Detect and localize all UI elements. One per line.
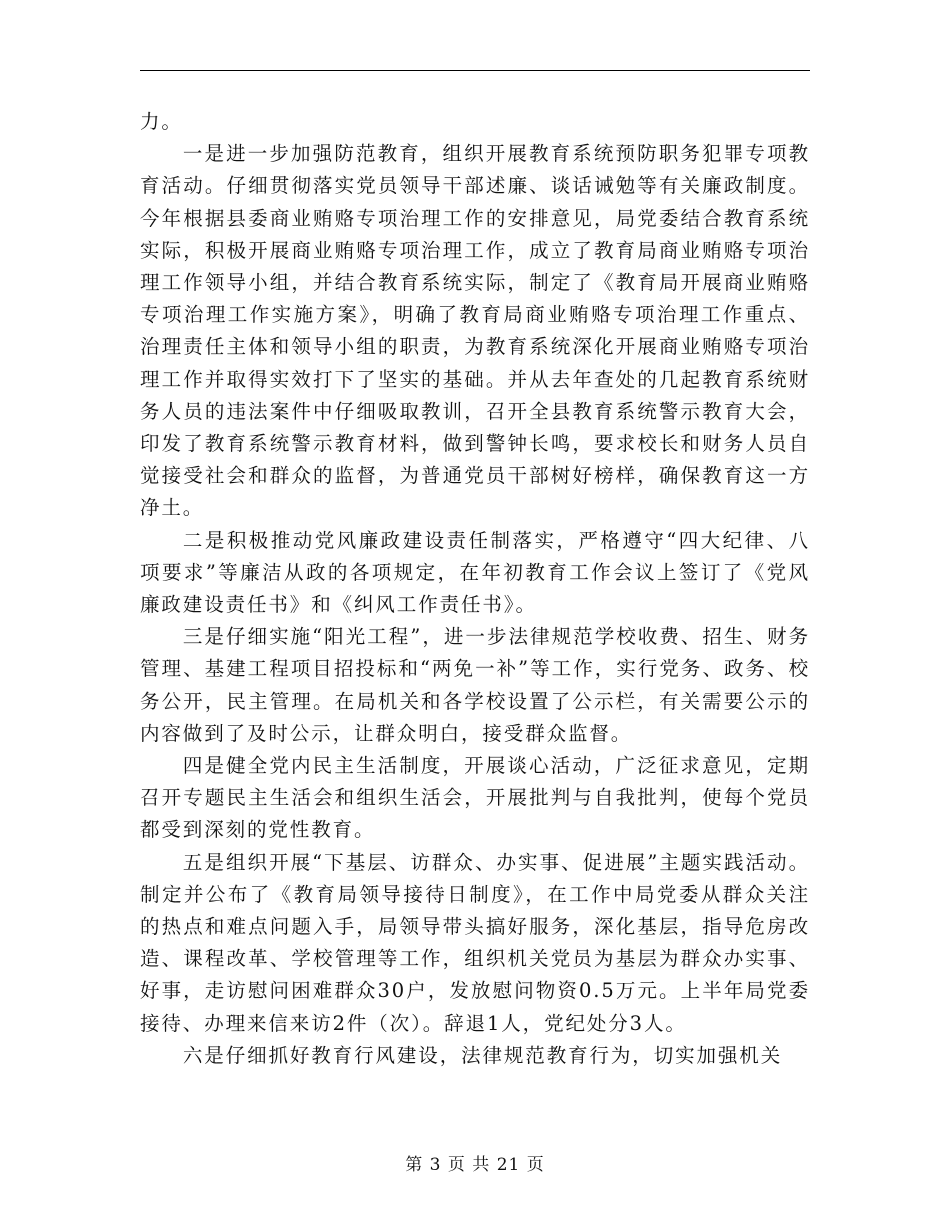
paragraph-point-1: 一是进一步加强防范教育，组织开展教育系统预防职务犯罪专项教育活动。仔细贯彻落实党员领导干部述廉、谈话诫勉等有关廉政制度。今年根据县委商业贿赂专项治理工作的安排意见，局党委结合教育系统实际，积极开展商业贿赂专项治理工作，成立了教育局商业贿赂专项治理工作领导小组，并结合教育系统实际，制定了《教育局开展商业贿赂专项治理工作实施方案》，明确了教育局商业贿赂专项治理工作重点、治理责任主体和领导小组的职责，为教育系统深化开展商业贿赂专项治理工作并取得实效打下了坚实的基础。并从去年查处的几起教育系统财务人员的违法案件中仔细吸取教训，召开全县教育系统警示教育大会，印发了教育系统警示教育材料，做到警钟长鸣，要求校长和财务人员自觉接受社会和群众的监督，为普通党员干部树好榜样，确保教育这一方净土。: [140, 142, 810, 520]
paragraph-point-5: 五是组织开展“下基层、访群众、办实事、促进展”主题实践活动。制定并公布了《教育局领导接待日制度》，在工作中局党委从群众关注的热点和难点问题入手，局领导带头搞好服务，深化基层，指导危房改造、课程改革、学校管理等工作，组织机关党员为基层为群众办实事、好事，走访慰问困难群众30户，发放慰问物资0.5万元。上半年局党委接待、办理来信来访2件（次）。辞退1人，党纪处分3人。: [140, 850, 810, 1035]
header-rule: [140, 70, 810, 71]
paragraph-continuation: 力。: [140, 110, 183, 133]
paragraph-point-4: 四是健全党内民主生活制度，开展谈心活动，广泛征求意见，定期召开专题民主生活会和组织生活会，开展批判与自我批判，使每个党员都受到深刻的党性教育。: [140, 754, 810, 842]
page-footer: [0, 1153, 950, 1177]
paragraph-point-2: 二是积极推动党风廉政建设责任制落实，严格遵守“四大纪律、八项要求”等廉洁从政的各项规定，在年初教育工作会议上签订了《党风廉政建设责任书》和《纠风工作责任书》。: [140, 528, 810, 617]
page-number: 第 3 页 共 21 页: [405, 1155, 545, 1175]
paragraph-point-6: 六是仔细抓好教育行风建设，法律规范教育行为，切实加强机关: [182, 1043, 783, 1067]
paragraph-point-3: 三是仔细实施“阳光工程”，进一步法律规范学校收费、招生、财务管理、基建工程项目招投标和“两免一补”等工作，实行党务、政务、校务公开，民主管理。在局机关和各学校设置了公示栏，有关需要公示的内容做到了及时公示，让群众明白，接受群众监督。: [140, 625, 810, 745]
document-body: [140, 106, 810, 1072]
